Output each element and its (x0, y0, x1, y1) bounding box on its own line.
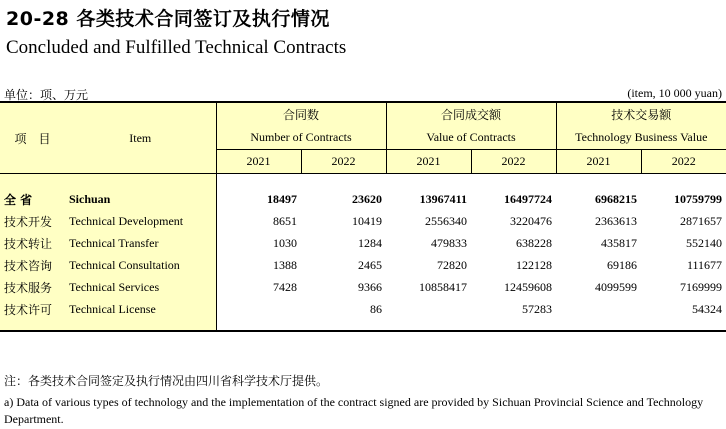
row-label-en: Technical Transfer (65, 232, 216, 254)
header-group-contracts-en: Number of Contracts (216, 126, 386, 150)
cell-value: 10759799 (674, 191, 723, 206)
unit-label-cn: 单位：项、万元 (4, 88, 89, 102)
row-label-cn: 技术开发 (0, 210, 65, 232)
cell-value: 122128 (516, 257, 553, 272)
header-year: 2021 (216, 150, 301, 174)
row-label-cn: 技术咨询 (0, 254, 65, 276)
page-title-en: Concluded and Fulfilled Technical Contracts (6, 37, 347, 58)
cell-value: 4099599 (595, 279, 638, 294)
cell-value: 12459608 (504, 279, 553, 294)
cell-value: 10419 (352, 213, 383, 228)
header-group-business-cn: 技术交易额 (556, 102, 726, 126)
header-group-contracts-cn: 合同数 (216, 102, 386, 126)
header-item-en: Item (65, 102, 216, 174)
table-row (0, 298, 726, 320)
header-group-value-en: Value of Contracts (386, 126, 556, 150)
header-year: 2022 (471, 150, 556, 174)
header-group-value-cn: 合同成交额 (386, 102, 556, 126)
row-label-cn: 全 省 (0, 188, 65, 210)
unit-label-en: (item, 10 000 yuan) (627, 86, 722, 100)
cell-value: 6968215 (595, 191, 638, 206)
cell-value (386, 298, 471, 320)
header-year: 2022 (301, 150, 386, 174)
header-row-groups (0, 102, 726, 126)
cell-value: 2465 (358, 257, 383, 272)
row-label-cn: 技术服务 (0, 276, 65, 298)
row-label-en: Technical Consultation (65, 254, 216, 276)
header-year: 2021 (556, 150, 641, 174)
header-item-cn: 项 目 (0, 102, 65, 174)
cell-value: 2556340 (425, 213, 468, 228)
table-end-row (0, 320, 726, 331)
cell-value: 13967411 (419, 191, 468, 206)
cell-value: 7169999 (680, 279, 723, 294)
cell-value: 8651 (216, 210, 301, 232)
cell-value: 435817 (601, 235, 638, 250)
header-year: 2021 (386, 150, 471, 174)
cell-value: 86 (370, 301, 383, 316)
table-row (0, 276, 726, 298)
spacer-row (0, 174, 726, 189)
table-row-total (0, 188, 726, 210)
row-label-cn: 技术转让 (0, 232, 65, 254)
footnote-en: a) Data of various types of technology and the implementation of the contract signed are provided by Sichuan Provincial Science and Technology Department. (4, 395, 704, 426)
cell-value: 111677 (686, 257, 723, 272)
cell-value: 2363613 (595, 213, 638, 228)
page-title-cn: 20-28 各类技术合同签订及执行情况 (6, 8, 330, 30)
cell-value: 1284 (358, 235, 383, 250)
cell-value: 1030 (216, 232, 301, 254)
cell-value: 69186 (607, 257, 638, 272)
cell-value: 72820 (437, 257, 468, 272)
table-row (0, 210, 726, 232)
cell-value: 7428 (216, 276, 301, 298)
row-label-en: Technical License (65, 298, 216, 320)
cell-value: 1388 (216, 254, 301, 276)
cell-value: 2871657 (680, 213, 723, 228)
cell-value: 54324 (692, 301, 723, 316)
footnote-cn: 注：各类技术合同签定及执行情况由四川省科学技术厅提供。 (4, 374, 329, 388)
cell-value: 9366 (358, 279, 383, 294)
cell-value: 638228 (516, 235, 553, 250)
header-group-business-en: Technology Business Value (556, 126, 726, 150)
table-row (0, 232, 726, 254)
cell-value: 3220476 (510, 213, 553, 228)
cell-value (556, 298, 641, 320)
cell-value: 23620 (352, 191, 383, 206)
cell-value: 18497 (216, 188, 301, 210)
cell-value: 479833 (431, 235, 468, 250)
cell-value: 10858417 (419, 279, 468, 294)
row-label-en: Technical Development (65, 210, 216, 232)
contracts-table-wrapper (0, 101, 726, 332)
cell-value: 552140 (686, 235, 723, 250)
row-label-cn: 技术许可 (0, 298, 65, 320)
contracts-table (0, 101, 726, 332)
cell-value: 57283 (522, 301, 553, 316)
table-row (0, 254, 726, 276)
row-label-en: Technical Services (65, 276, 216, 298)
cell-value (216, 298, 301, 320)
header-year: 2022 (641, 150, 726, 174)
row-label-en: Sichuan (65, 188, 216, 210)
cell-value: 16497724 (504, 191, 553, 206)
